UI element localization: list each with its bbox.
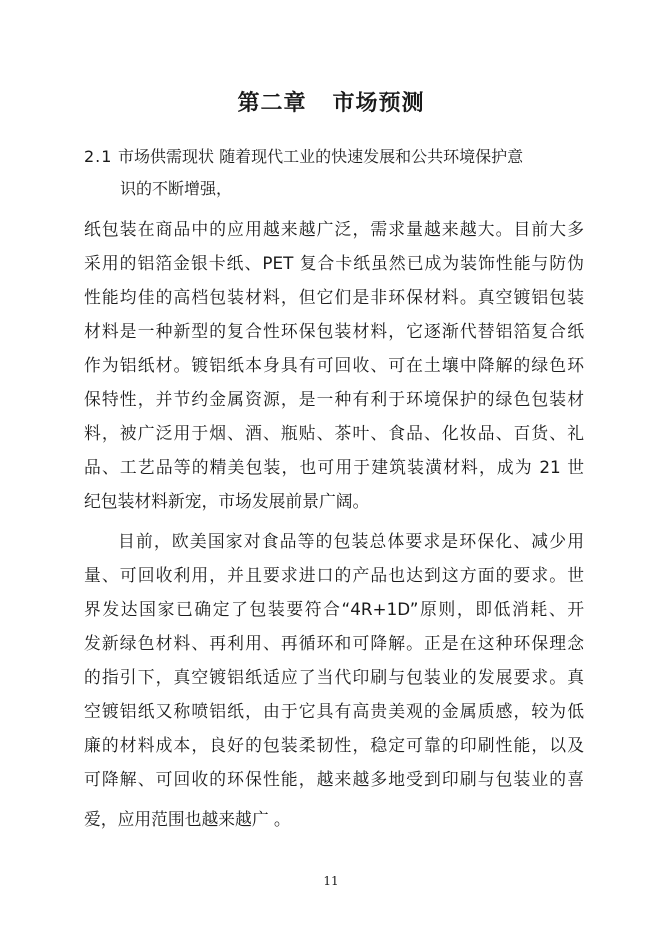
paragraph-line: 作为铝纸材。镀铝纸本身具有可回收、可在土壤中降解的绿色环: [84, 355, 584, 375]
chapter-title: [0, 86, 662, 117]
paragraph-line: 爱，应用范围也越来越广 。: [84, 809, 291, 829]
paragraph-line: 的指引下，真空镀铝纸适应了当代印刷与包装业的发展要求。真: [84, 667, 584, 687]
paragraph-line: 品、工艺品等的精美包装，也可用于建筑装潢材料，成为 21 世: [84, 457, 584, 477]
paragraph-line: 目前，欧美国家对食品等的包装总体要求是环保化、减少用: [118, 531, 584, 551]
section-heading-line1: 市场供需现状 随着现代工业的快速发展和公共环境保护意: [118, 147, 524, 166]
paragraph-line: 空镀铝纸又称喷铝纸，由于它具有高贵美观的金属质感，较为低: [84, 701, 584, 721]
paragraph-line: 廉的材料成本，良好的包装柔韧性，稳定可靠的印刷性能，以及: [84, 735, 584, 755]
paragraph-line: 界发达国家已确定了包装要符合“4R+1D”原则，即低消耗、开: [84, 599, 584, 619]
section-heading-line2: 识的不断增强，: [120, 179, 233, 198]
paragraph-line: 材料是一种新型的复合性环保包装材料，它逐渐代替铝箔复合纸: [84, 321, 584, 341]
paragraph-line: 量、可回收利用，并且要求进口的产品也达到这方面的要求。世: [84, 565, 584, 585]
chapter-number: 第二章: [237, 91, 307, 116]
page-number: 11: [323, 874, 339, 888]
paragraph-line: 保特性，并节约金属资源，是一种有利于环境保护的绿色包装材: [84, 389, 584, 409]
paragraph-line: 采用的铝箔金银卡纸、PET 复合卡纸虽然已成为装饰性能与防伪: [84, 253, 584, 273]
paragraph-line: 纸包装在商品中的应用越来越广泛，需求量越来越大。目前大多: [84, 219, 584, 239]
section-heading: [84, 146, 584, 167]
paragraph-line: 纪包装材料新宠，市场发展前景广阔。: [84, 491, 370, 511]
paragraph-line: 性能均佳的高档包装材料，但它们是非环保材料。真空镀铝包装: [84, 287, 584, 307]
paragraph-line: 可降解、可回收的环保性能，越来越多地受到印刷与包装业的喜: [84, 769, 584, 789]
chapter-name: 市场预测: [332, 91, 425, 116]
paragraph-line: 发新绿色材料、再利用、再循环和可降解。正是在这种环保理念: [84, 633, 584, 653]
section-number: 2.1: [84, 147, 113, 166]
paragraph-line: 料，被广泛用于烟、酒、瓶贴、茶叶、食品、化妆品、百货、礼: [84, 423, 584, 443]
